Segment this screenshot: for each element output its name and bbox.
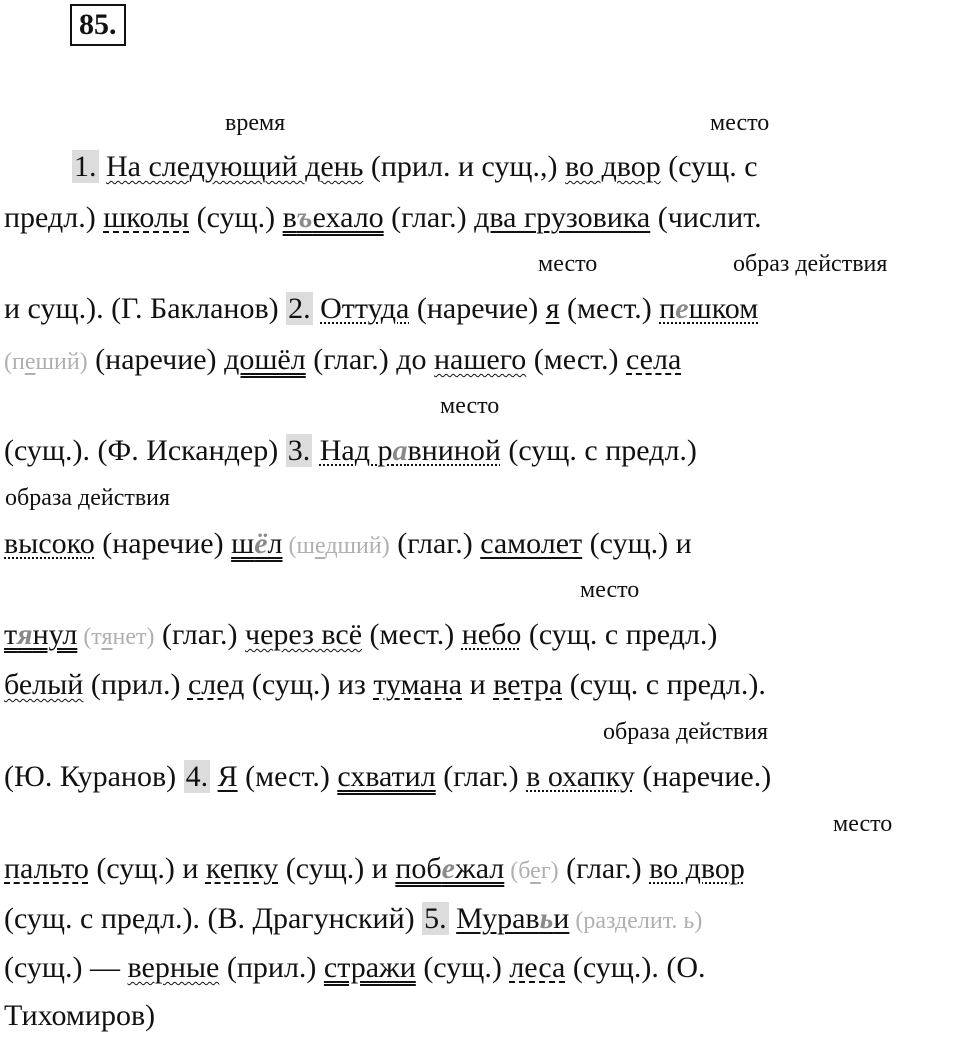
grammar-note: (мест.)	[362, 618, 462, 651]
grammar-note: (сущ.) и	[88, 852, 206, 885]
text-line	[4, 948, 706, 988]
word: въехало	[282, 201, 384, 234]
grammar-note: (наречие)	[409, 292, 546, 325]
grammar-note: (сущ.). (Ф. Искандер)	[4, 434, 286, 467]
text-line	[4, 665, 766, 705]
word: через всё	[244, 618, 363, 651]
word: побежал	[395, 852, 505, 885]
grammar-note: (Ю. Куранов)	[4, 760, 184, 793]
text-line	[4, 849, 745, 891]
annotation-manner: образа действия	[5, 485, 171, 511]
grammar-note: (глаг.) до	[305, 343, 434, 376]
word: во двор	[565, 150, 661, 183]
grammar-note: (сущ.)	[189, 201, 283, 234]
word: схватил	[337, 760, 436, 793]
sentence-number: 4.	[185, 760, 209, 793]
annotation-manner: образа действия	[603, 719, 769, 745]
grammar-note: (сущ. с предл.). (В. Драгунский)	[4, 902, 423, 935]
grammar-note: и	[462, 668, 494, 701]
word: в охапку	[526, 760, 635, 793]
grammar-note: (сущ. с предл.).	[562, 668, 766, 701]
grammar-note: (мест.)	[559, 292, 660, 325]
word: тянул	[4, 618, 78, 651]
annotation-manner: образ действия	[733, 251, 888, 277]
check-word: (шедший)	[282, 533, 390, 559]
grammar-note: (сущ. с предл.)	[500, 434, 697, 467]
word: села	[626, 343, 682, 376]
check-word: (бег)	[504, 858, 559, 884]
sentence-number: 1.	[74, 150, 97, 183]
text-line	[4, 899, 702, 941]
word: Муравьи	[456, 902, 570, 935]
word: Я	[217, 760, 238, 793]
word: ветра	[493, 668, 563, 701]
word: Оттуда	[320, 292, 410, 325]
text-line	[4, 340, 681, 382]
word: след	[187, 668, 245, 701]
word: пальто	[4, 852, 89, 885]
grammar-note: (глаг.)	[435, 760, 527, 793]
grammar-note: (глаг.)	[154, 618, 245, 651]
text-line	[4, 996, 155, 1036]
check-word: (тянет)	[77, 624, 155, 650]
grammar-note: (сущ.) и	[582, 527, 692, 560]
grammar-note: (глаг.)	[558, 852, 650, 885]
word: школы	[103, 201, 190, 234]
text-line	[4, 431, 697, 471]
annotation-place: место	[710, 110, 770, 136]
annotation-time: время	[225, 110, 286, 136]
grammar-note: (прил.)	[219, 951, 324, 984]
sentence-number: 2.	[288, 292, 311, 325]
grammar-note: (сущ.). (О.	[565, 951, 706, 984]
check-word: (пеший)	[4, 349, 88, 375]
word: верные	[127, 951, 220, 984]
grammar-note: (наречие.)	[634, 760, 772, 793]
grammar-note: предл.)	[4, 201, 104, 234]
annotation-place: место	[580, 577, 640, 603]
grammar-note: (мест.)	[237, 760, 338, 793]
grammar-note: (сущ.)	[415, 951, 510, 984]
grammar-note: (мест.)	[526, 343, 626, 376]
annotation-place: место	[440, 393, 500, 419]
grammar-note: (сущ. с предл.)	[521, 618, 718, 651]
text-line	[4, 615, 717, 657]
word: небо	[461, 618, 522, 651]
sentence-number: 3.	[287, 434, 311, 467]
annotation-place: место	[833, 811, 893, 837]
text-line	[4, 757, 771, 797]
word: во двор	[649, 852, 745, 885]
grammar-note: (глаг.)	[389, 527, 481, 560]
grammar-note: (наречие)	[94, 527, 232, 560]
word: белый	[4, 668, 84, 701]
word: нашего	[433, 343, 527, 376]
text-line	[4, 524, 692, 566]
word: высоко	[4, 527, 95, 560]
sentence-number: 5.	[424, 902, 447, 935]
word: На следующий день	[106, 150, 364, 183]
grammar-note: (сущ.) и	[278, 852, 396, 885]
grammar-note: (сущ.) из	[244, 668, 374, 701]
grammar-note: и сущ.). (Г. Бакланов)	[4, 292, 287, 325]
grammar-note: (сущ.) —	[4, 951, 128, 984]
author-note: Тихомиров)	[4, 999, 156, 1032]
word: два грузовика	[474, 201, 651, 234]
word: тумана	[373, 668, 463, 701]
grammar-note: (наречие)	[87, 343, 225, 376]
text-line	[72, 147, 758, 187]
word: Над равниной	[319, 434, 501, 467]
text-line	[4, 289, 758, 329]
grammar-note: (числит.	[650, 201, 762, 234]
word: пешком	[659, 292, 759, 325]
annotation-place: место	[538, 251, 598, 277]
word: кепку	[205, 852, 279, 885]
text-line	[4, 198, 762, 238]
exercise-number: 85.	[70, 4, 126, 46]
grammar-note: (прил.)	[83, 668, 188, 701]
word: я	[545, 292, 560, 325]
word: шёл	[231, 527, 283, 560]
word: дошёл	[224, 343, 306, 376]
check-word: (разделит. ь)	[569, 908, 703, 934]
grammar-note: (прил. и сущ.,)	[363, 150, 566, 183]
grammar-note: (сущ. с	[660, 150, 758, 183]
word: леса	[509, 951, 566, 984]
word: стражи	[323, 951, 416, 984]
grammar-note: (глаг.)	[383, 201, 475, 234]
word: самолет	[480, 527, 583, 560]
